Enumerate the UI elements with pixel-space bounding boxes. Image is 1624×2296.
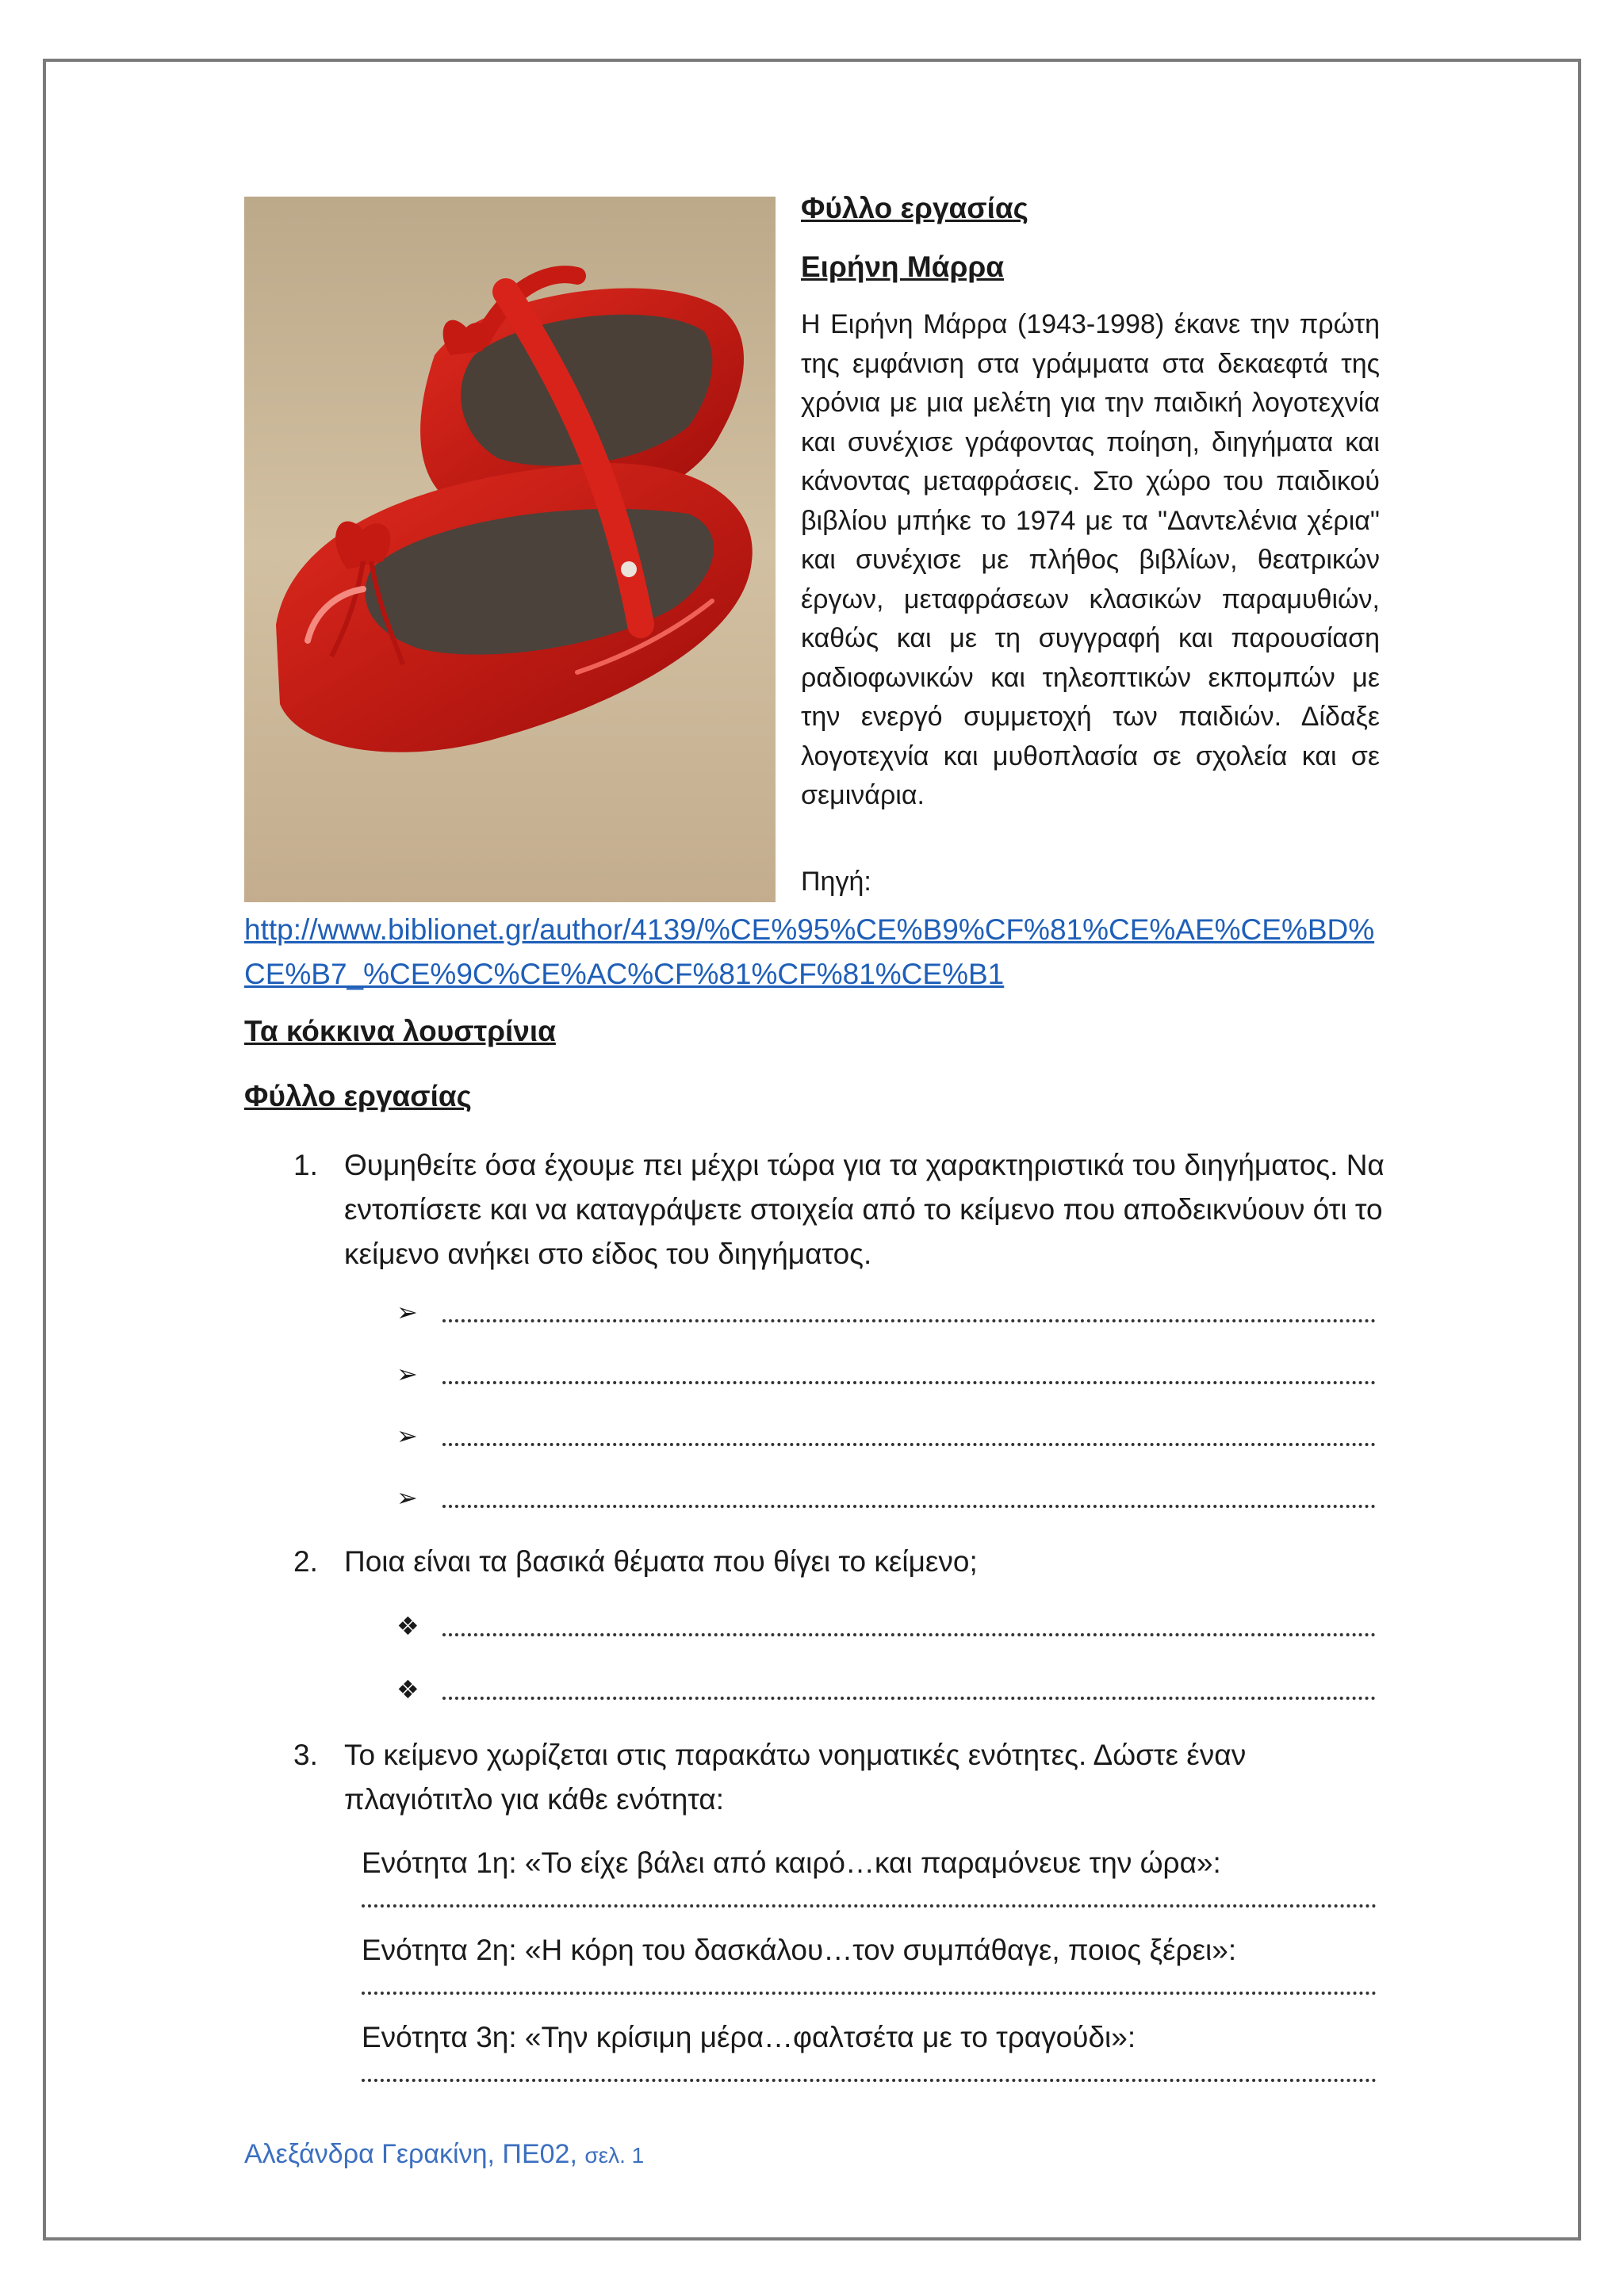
author-bio: Η Ειρήνη Μάρρα (1943-1998) έκανε την πρώτη της εμφάνιση στα γράμματα στα δεκαεφτά της χρόνια με μια μελέτη για την παιδική λογοτεχνία και συνέχισε γράφοντας ποίηση, διηγήματα και κάνοντας μεταφράσεις. Στο χώρο του παιδικού βιβλίου μπήκε το 1974 με τα "Δαντελένια χέρια" και συνέχισε με πλήθος βιβλίων, θεατρικών έργων, μεταφράσεων κλασικών παραμυθιών, καθώς και με τη συγγραφή και παρουσίαση ραδιοφωνικών και τηλεοπτικών εκπομπών με την ενεργό συμμετοχή των παιδιών. Δίδαξε λογοτεχνία και μυθοπλασία σε σχολεία και σε σεμινάρια. <box>801 309 1380 810</box>
dotted-line <box>442 1505 1376 1508</box>
question-text: Ποια είναι τα βασικά θέματα που θίγει το κείμενο; <box>344 1545 978 1578</box>
arrow-bullet-icon: ➢ <box>396 1483 418 1512</box>
answer-line[interactable] <box>396 1416 1376 1456</box>
arrow-bullet-icon: ➢ <box>396 1298 418 1326</box>
footer-page-number: σελ. 1 <box>584 2143 645 2168</box>
answer-line[interactable] <box>396 1354 1376 1394</box>
worksheet-heading: Φύλλο εργασίας <box>801 192 1028 224</box>
source-label: Πηγή: <box>801 867 871 897</box>
author-intro <box>801 189 1380 816</box>
diamond-bullet-icon: ❖ <box>396 1675 419 1704</box>
footer-author: Αλεξάνδρα Γερακίνη, ΠΕ02, <box>244 2139 577 2169</box>
question-1 <box>293 1143 1388 1276</box>
unit-3 <box>362 2015 1377 2060</box>
unit-label: Ενότητα 2η: «Η κόρη του δασκάλου…τον συμπάθαγε, ποιος ξέρει»: <box>362 1934 1237 1966</box>
question-number: 3. <box>293 1739 318 1771</box>
question-number: 1. <box>293 1149 318 1181</box>
question-text: Θυμηθείτε όσα έχουμε πει μέχρι τώρα για τα χαρακτηριστικά του διηγήματος. Να εντοπίσετε και να καταγράψετε στοιχεία από το κείμενο που αποδεικνύουν ότι το κείμενο ανήκει στο είδος του διηγήματος. <box>344 1149 1385 1270</box>
question-text: Το κείμενο χωρίζεται στις παρακάτω νοηματικές ενότητες. Δώστε έναν πλαγιότιτλο για κάθε ενότητα: <box>344 1739 1247 1816</box>
dotted-line <box>442 1319 1376 1322</box>
unit-2 <box>362 1928 1377 1973</box>
answer-dotted-line[interactable] <box>362 2079 1377 2082</box>
dotted-line <box>442 1443 1376 1446</box>
answer-dotted-line[interactable] <box>362 1992 1377 1995</box>
red-shoes-photo <box>244 197 776 902</box>
source-link[interactable]: http://www.biblionet.gr/author/4139/%CE%95%CE%B9%CF%81%CE%AE%CE%BD%CE%B7_%CE%9C%CE%AC%CF%81%CF%81%CE%B1 <box>244 913 1375 990</box>
diamond-bullet-icon: ❖ <box>396 1612 419 1640</box>
worksheet-subtitle: Φύλλο εργασίας <box>244 1080 472 1112</box>
page-footer <box>244 2139 644 2170</box>
dotted-line <box>442 1633 1376 1636</box>
question-number: 2. <box>293 1545 318 1578</box>
question-3 <box>293 1733 1388 1822</box>
red-shoes-image <box>244 197 776 902</box>
answer-line[interactable] <box>396 1478 1376 1517</box>
unit-label: Ενότητα 3η: «Την κρίσιμη μέρα…φαλτσέτα με το τραγούδι»: <box>362 2021 1136 2053</box>
story-title: Τα κόκκινα λουστρίνια <box>244 1015 556 1047</box>
author-name: Ειρήνη Μάρρα <box>801 250 1005 283</box>
answer-dotted-line[interactable] <box>362 1904 1377 1908</box>
answer-line[interactable] <box>396 1292 1376 1332</box>
question-2 <box>293 1540 1388 1584</box>
dotted-line <box>442 1697 1376 1700</box>
arrow-bullet-icon: ➢ <box>396 1360 418 1388</box>
dotted-line <box>442 1381 1376 1384</box>
unit-1 <box>362 1841 1377 1885</box>
unit-label: Ενότητα 1η: «Το είχε βάλει από καιρό…και παραμόνευε την ώρα»: <box>362 1846 1221 1879</box>
answer-line[interactable] <box>396 1606 1376 1646</box>
arrow-bullet-icon: ➢ <box>396 1422 418 1450</box>
answer-line[interactable] <box>396 1670 1376 1709</box>
